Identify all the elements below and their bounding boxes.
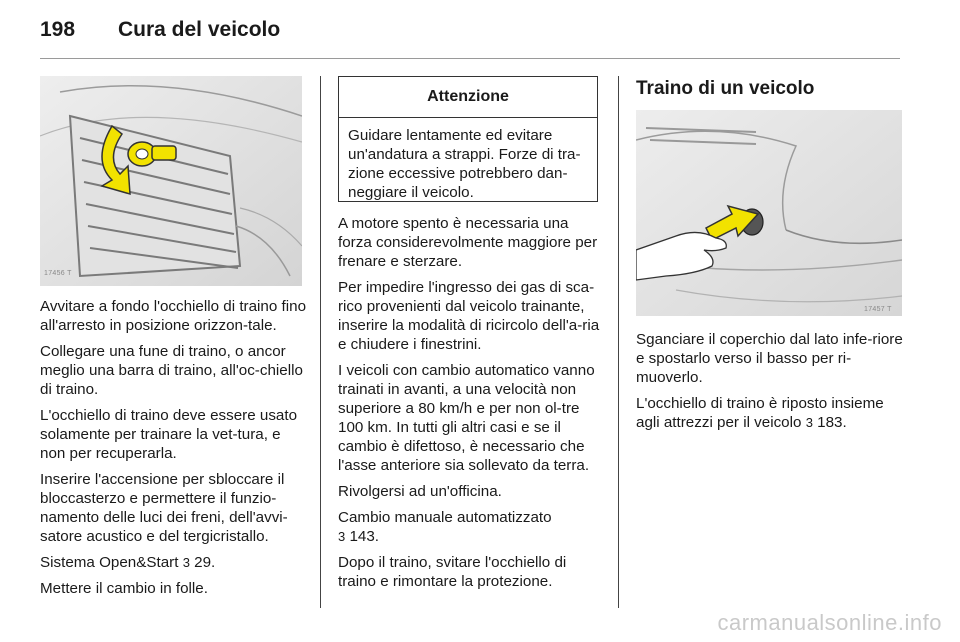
warning-text: Guidare lentamente ed evitare un'andatura a strappi. Forze di tra-zione eccessive potrebbero dan-neggiare il veicolo.	[348, 127, 581, 201]
watermark: carmanualsonline.info	[717, 610, 942, 635]
paragraph: Dopo il traino, svitare l'occhiello di traino e rimontare la protezione.	[338, 554, 567, 590]
page-ref-arrow-icon: 3	[338, 529, 346, 544]
chapter-title: Cura del veicolo	[118, 18, 281, 41]
figure-code: 17456 T	[44, 270, 72, 277]
page-header	[40, 18, 280, 42]
paragraph: L'occhiello di traino deve essere usato solamente per trainare la vet-tura, e non per recuperarla.	[40, 407, 298, 462]
cross-reference: Cambio manuale automatizzato 3 143.	[338, 509, 552, 545]
paragraph: Rivolgersi ad un'officina.	[338, 483, 502, 500]
left-column-text	[40, 297, 310, 605]
bumper-cover-illustration	[636, 110, 902, 316]
page-number: 198	[40, 18, 76, 41]
cross-reference: L'occhiello di traino è riposto insieme agli attrezzi per il veicolo 3 183.	[636, 395, 884, 431]
paragraph: I veicoli con cambio automatico vanno trainati in avanti, a una velocità non superiore a 80 km/h e per non ol-tre 100 km. In tutti gli altri casi e se il cambio è difettoso, è necessario che l'asse anteriore sia sollevato da terra.	[338, 362, 595, 474]
right-column-text	[636, 330, 906, 439]
paragraph: Inserire l'accensione per sbloccare il bloccasterzo e permettere il funzio-namento delle luci dei freni, dell'avvi-satore acustico e del tergicristallo.	[40, 471, 288, 545]
page-ref-arrow-icon: 3	[805, 415, 813, 430]
bumper-cover-drawing	[636, 110, 902, 316]
paragraph: Avvitare a fondo l'occhiello di traino fino all'arresto in posizione orizzon-tale.	[40, 298, 307, 334]
page-ref-arrow-icon: 3	[182, 555, 190, 570]
cross-reference: Sistema Open&Start 3 29.	[40, 554, 216, 571]
warning-box	[338, 76, 598, 202]
column-divider-2	[618, 76, 619, 608]
header-rule	[40, 58, 900, 59]
paragraph: Collegare una fune di traino, o ancor meglio una barra di traino, all'oc-chiello di traino.	[40, 343, 303, 398]
section-title: Traino di un veicolo	[636, 78, 815, 99]
figure-code: 17457 T	[864, 306, 892, 313]
front-bumper-drawing	[40, 76, 302, 286]
middle-column-text	[338, 214, 604, 598]
column-divider-1	[320, 76, 321, 608]
tow-eye-illustration	[40, 76, 302, 286]
paragraph: A motore spento è necessaria una forza considerevolmente maggiore per frenare e sterzare.	[338, 215, 598, 270]
paragraph: Mettere il cambio in folle.	[40, 580, 208, 597]
paragraph: Per impedire l'ingresso dei gas di sca-rico provenienti dal veicolo trainante, inserire la modalità di ricircolo dell'a-ria e chiudere i finestrini.	[338, 279, 600, 353]
warning-title: Attenzione	[339, 77, 597, 118]
paragraph: Sganciare il coperchio dal lato infe-riore e spostarlo verso il basso per ri-muoverlo.	[636, 331, 903, 386]
